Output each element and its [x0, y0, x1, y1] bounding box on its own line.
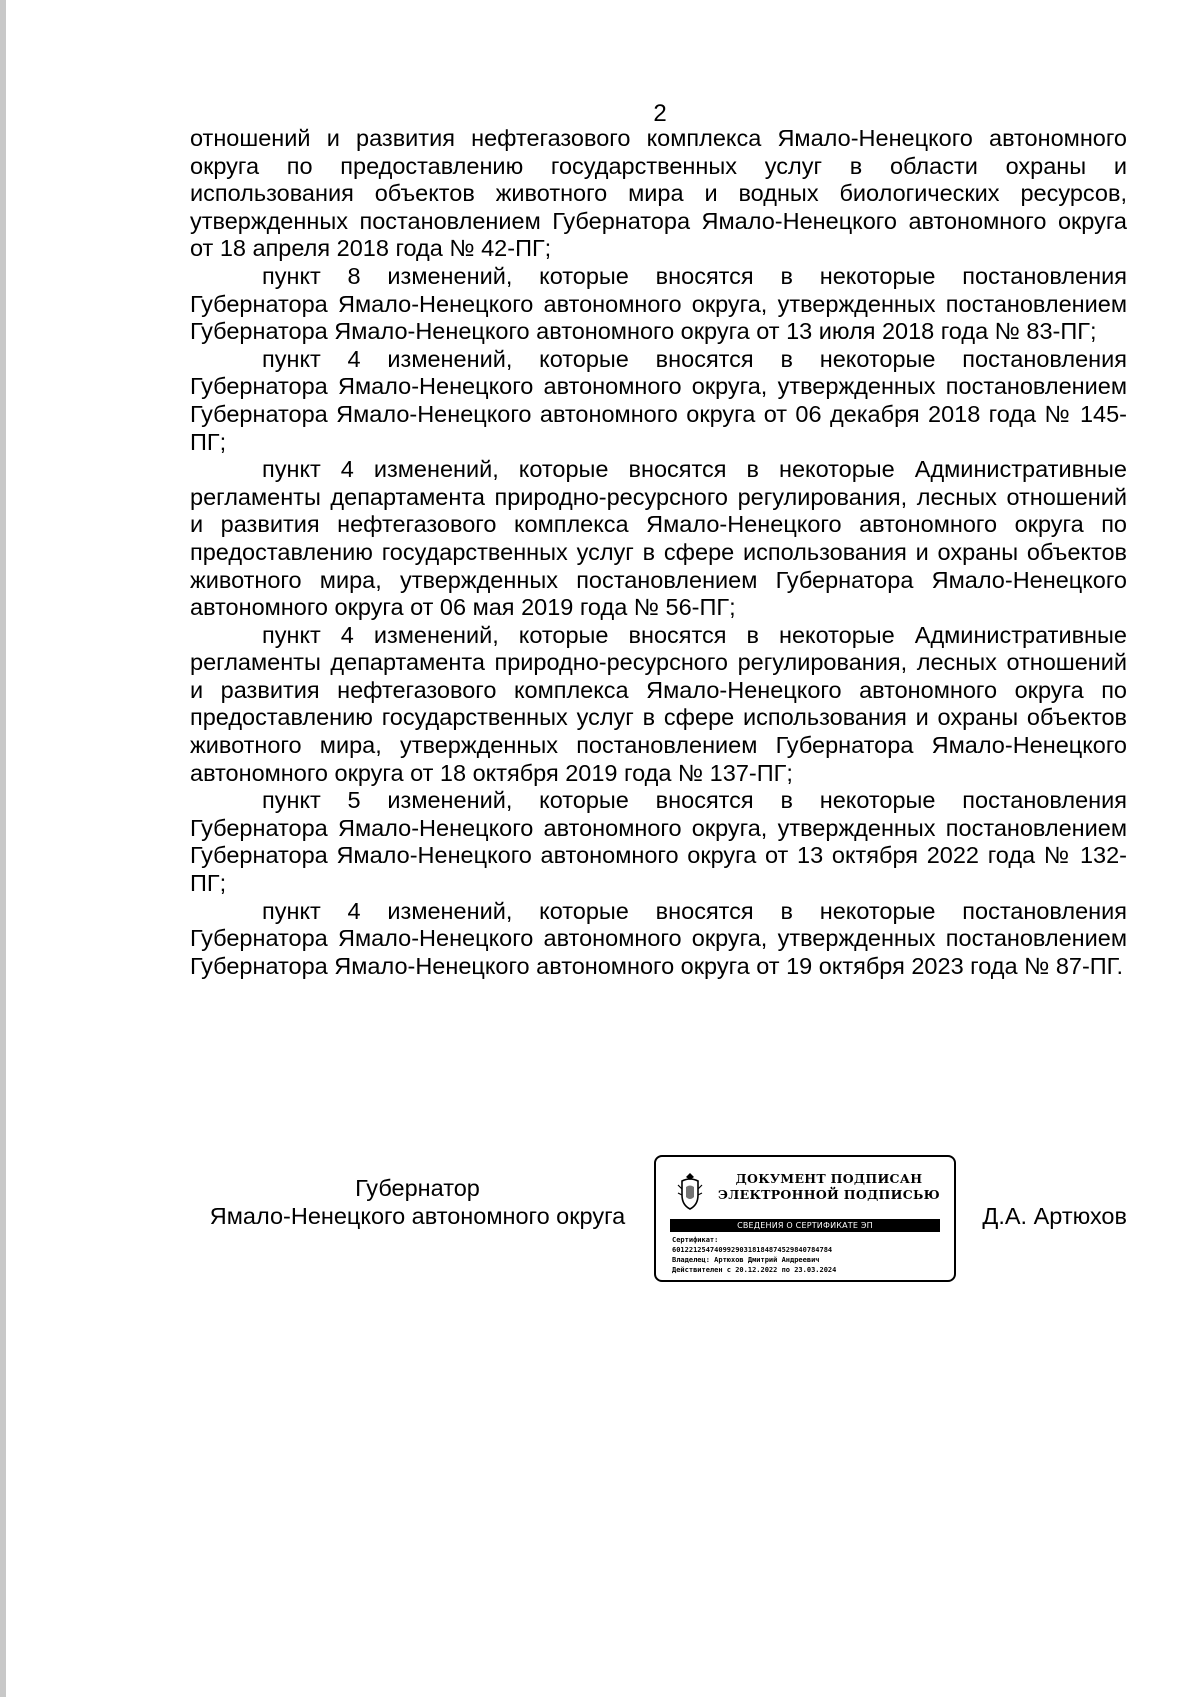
page-number: 2	[653, 100, 667, 127]
certificate-details	[672, 1235, 942, 1275]
signatory-name: Д.А. Артюхов	[982, 1203, 1127, 1229]
document-body	[190, 125, 1127, 980]
stamp-header-line: ЭЛЕКТРОННОЙ ПОДПИСЬЮ	[718, 1187, 940, 1202]
paragraph: отношений и развития нефтегазового комплекса Ямало-Ненецкого автономного округа по предоставлению государственных услуг в области охраны и использования объектов животного мира и водных биологических ресурсов, утвержденных постановлением Губернатора Ямало-Ненецкого автономного округа от 18 апреля 2018 года № 42-ПГ;	[190, 125, 1127, 262]
paragraph: пункт 5 изменений, которые вносятся в некоторые постановления Губернатора Ямало-Ненецкого автономного округа, утвержденных постановлением Губернатора Ямало-Ненецкого автономного округа от 13 октября 2022 года № 132-ПГ;	[190, 787, 1127, 897]
coat-of-arms-emblem-icon	[676, 1171, 704, 1211]
stamp-header-line: ДОКУМЕНТ ПОДПИСАН	[735, 1171, 923, 1186]
signatory-title-line: Ямало-Ненецкого автономного округа	[209, 1203, 626, 1229]
signature-block	[190, 1170, 1127, 1290]
certificate-info-bar: СВЕДЕНИЯ О СЕРТИФИКАТЕ ЭП	[670, 1219, 940, 1232]
signatory-title	[190, 1174, 645, 1230]
paragraph: пункт 8 изменений, которые вносятся в некоторые постановления Губернатора Ямало-Ненецкого автономного округа, утвержденных постановлением Губернатора Ямало-Ненецкого автономного округа от 13 июля 2018 года № 83-ПГ;	[190, 262, 1127, 345]
certificate-number: 60122125474099290318184874529840784784	[672, 1246, 833, 1254]
signatory-title-line: Губернатор	[355, 1175, 480, 1201]
stamp-header	[714, 1171, 944, 1203]
paragraph: пункт 4 изменений, которые вносятся в некоторые Административные регламенты департамента природно-ресурсного регулирования, лесных отношений и развития нефтегазового комплекса Ямало-Ненецкого автономного округа по предоставлению государственных услуг в сфере использования и охраны объектов животного мира, утвержденных постановлением Губернатора Ямало-Ненецкого автономного округа от 06 мая 2019 года № 56-ПГ;	[190, 456, 1127, 621]
certificate-label: Сертификат:	[672, 1236, 719, 1244]
certificate-validity: Действителен с 20.12.2022 по 23.03.2024	[672, 1266, 837, 1274]
paragraph: пункт 4 изменений, которые вносятся в некоторые постановления Губернатора Ямало-Ненецкого автономного округа, утвержденных постановлением Губернатора Ямало-Ненецкого автономного округа от 19 октября 2023 года № 87-ПГ.	[190, 897, 1127, 979]
electronic-signature-stamp	[654, 1155, 956, 1282]
scan-edge	[0, 0, 6, 1697]
paragraph: пункт 4 изменений, которые вносятся в некоторые постановления Губернатора Ямало-Ненецкого автономного округа, утвержденных постановлением Губернатора Ямало-Ненецкого автономного округа от 06 декабря 2018 года № 145-ПГ;	[190, 345, 1127, 455]
paragraph: пункт 4 изменений, которые вносятся в некоторые Административные регламенты департамента природно-ресурсного регулирования, лесных отношений и развития нефтегазового комплекса Ямало-Ненецкого автономного округа по предоставлению государственных услуг в сфере использования и охраны объектов животного мира, утвержденных постановлением Губернатора Ямало-Ненецкого автономного округа от 18 октября 2019 года № 137-ПГ;	[190, 621, 1127, 786]
certificate-owner: Владелец: Артюхов Дмитрий Андреевич	[672, 1256, 820, 1264]
